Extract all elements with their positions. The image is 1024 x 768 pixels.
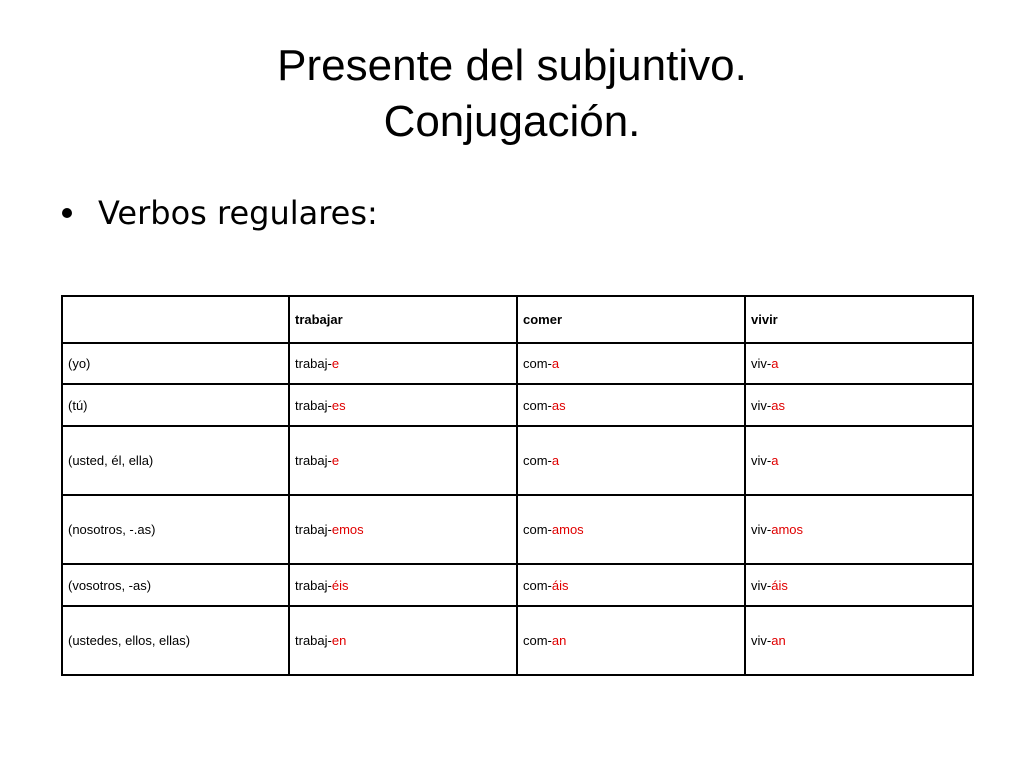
verb-ending: es: [331, 397, 346, 413]
conjugation-cell: [289, 426, 517, 495]
pronoun-cell: (ustedes, ellos, ellas): [62, 606, 289, 675]
slide-title-line-2: Conjugación.: [383, 97, 641, 146]
verb-stem: viv-: [751, 522, 772, 537]
bullet-text: Verbos regulares:: [98, 194, 378, 232]
conjugation-cell: [745, 564, 973, 606]
pronoun-cell: (vosotros, -as): [62, 564, 289, 606]
verb-ending: an: [551, 633, 567, 648]
verb-ending: a: [771, 356, 779, 371]
verb-ending: áis: [771, 577, 788, 593]
verb-stem: viv-: [751, 397, 772, 413]
table-row: [62, 384, 973, 426]
verb-stem: com-: [523, 397, 552, 413]
conjugation-cell: [517, 606, 745, 675]
table-row: [62, 606, 973, 675]
bullet-icon: [62, 208, 72, 218]
table-header-cell: comer: [517, 296, 745, 343]
verb-ending: en: [331, 633, 347, 648]
verb-ending: a: [551, 453, 560, 468]
verb-stem: viv-: [751, 453, 772, 468]
verb-ending: emos: [331, 522, 364, 537]
conjugation-cell: [745, 384, 973, 426]
verb-ending: éis: [331, 577, 349, 593]
conjugation-cell: [289, 384, 517, 426]
table-header-cell: [62, 296, 289, 343]
verb-ending: amos: [551, 522, 584, 537]
conjugation-cell: [745, 495, 973, 564]
verb-stem: viv-: [751, 577, 772, 593]
verb-ending: e: [331, 453, 340, 468]
table-header-cell: vivir: [745, 296, 973, 343]
conjugation-cell: [517, 495, 745, 564]
verb-ending: as: [551, 397, 566, 413]
pronoun-cell: (yo): [62, 343, 289, 384]
verb-stem: trabaj-: [295, 522, 332, 537]
verb-ending: a: [551, 356, 560, 371]
table-row: [62, 343, 973, 384]
conjugation-cell: [289, 606, 517, 675]
conjugation-cell: [517, 426, 745, 495]
verb-ending: as: [771, 397, 785, 413]
conjugation-cell: [745, 426, 973, 495]
conjugation-cell: [517, 343, 745, 384]
verb-stem: com-: [523, 577, 552, 593]
table-header-row: [62, 296, 973, 343]
verb-ending: amos: [771, 522, 804, 537]
slide-title: [0, 38, 1024, 150]
table-row: [62, 426, 973, 495]
conjugation-table: [61, 295, 974, 676]
verb-stem: trabaj-: [295, 397, 332, 413]
slide-title-line-1: Presente del subjuntivo.: [277, 41, 747, 90]
pronoun-cell: (tú): [62, 384, 289, 426]
verb-stem: com-: [523, 453, 552, 468]
table-header-cell: trabajar: [289, 296, 517, 343]
verb-stem: com-: [523, 356, 552, 371]
conjugation-cell: [517, 564, 745, 606]
verb-stem: trabaj-: [295, 577, 332, 593]
verb-ending: áis: [551, 577, 569, 593]
bullet-item: [62, 188, 378, 238]
verb-stem: trabaj-: [295, 633, 332, 648]
conjugation-cell: [289, 495, 517, 564]
pronoun-cell: (usted, él, ella): [62, 426, 289, 495]
verb-stem: com-: [523, 522, 552, 537]
conjugation-cell: [745, 343, 973, 384]
conjugation-cell: [289, 564, 517, 606]
verb-ending: an: [771, 633, 786, 648]
verb-ending: a: [771, 453, 779, 468]
verb-stem: viv-: [751, 356, 772, 371]
verb-ending: e: [331, 356, 340, 371]
conjugation-cell: [745, 606, 973, 675]
verb-stem: trabaj-: [295, 453, 332, 468]
conjugation-cell: [289, 343, 517, 384]
verb-stem: com-: [523, 633, 552, 648]
table-row: [62, 564, 973, 606]
table-row: [62, 495, 973, 564]
verb-stem: trabaj-: [295, 356, 332, 371]
pronoun-cell: (nosotros, -.as): [62, 495, 289, 564]
verb-stem: viv-: [751, 633, 772, 648]
conjugation-cell: [517, 384, 745, 426]
